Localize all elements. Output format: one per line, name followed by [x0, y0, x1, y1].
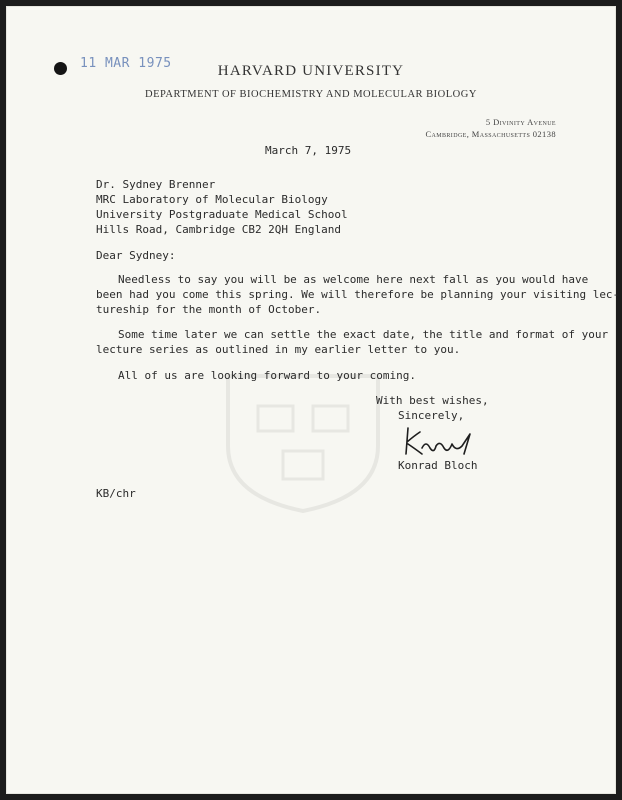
harvard-shield-watermark: [218, 366, 388, 516]
letterhead-address-street: 5 Divinity Avenue: [485, 117, 556, 127]
salutation: Dear Sydney:: [96, 249, 176, 262]
letter-page: [6, 6, 620, 794]
reference-initials: KB/chr: [96, 487, 136, 500]
letter-date: March 7, 1975: [265, 144, 352, 157]
closing-line: With best wishes,: [376, 394, 489, 407]
handwritten-signature: [400, 424, 480, 458]
recipient-line: Hills Road, Cambridge CB2 2QH England: [96, 223, 342, 236]
body-line: lecture series as outlined in my earlier letter to you.: [96, 343, 461, 356]
recipient-line: Dr. Sydney Brenner: [96, 178, 216, 191]
body-line: Some time later we can settle the exact date, the title and format of your: [118, 328, 609, 341]
recipient-line: MRC Laboratory of Molecular Biology: [96, 193, 328, 206]
letterhead-institution: HARVARD UNIVERSITY: [217, 63, 405, 79]
body-line: Needless to say you will be as welcome here next fall as you would have: [118, 273, 589, 286]
body-line: been had you come this spring. We will therefore be planning your visiting lec-: [96, 288, 620, 301]
letterhead-address-city: Cambridge, Massachusetts 02138: [425, 129, 556, 139]
signer-name: Konrad Bloch: [398, 459, 478, 472]
received-date-stamp: 11 MAR 1975: [80, 56, 172, 71]
recipient-line: University Postgraduate Medical School: [96, 208, 348, 221]
body-line: All of us are looking forward to your coming.: [118, 369, 417, 382]
closing-line: Sincerely,: [398, 409, 465, 422]
letterhead-department: DEPARTMENT OF BIOCHEMISTRY AND MOLECULAR BIOLOGY: [145, 89, 477, 100]
body-line: tureship for the month of October.: [96, 303, 322, 316]
